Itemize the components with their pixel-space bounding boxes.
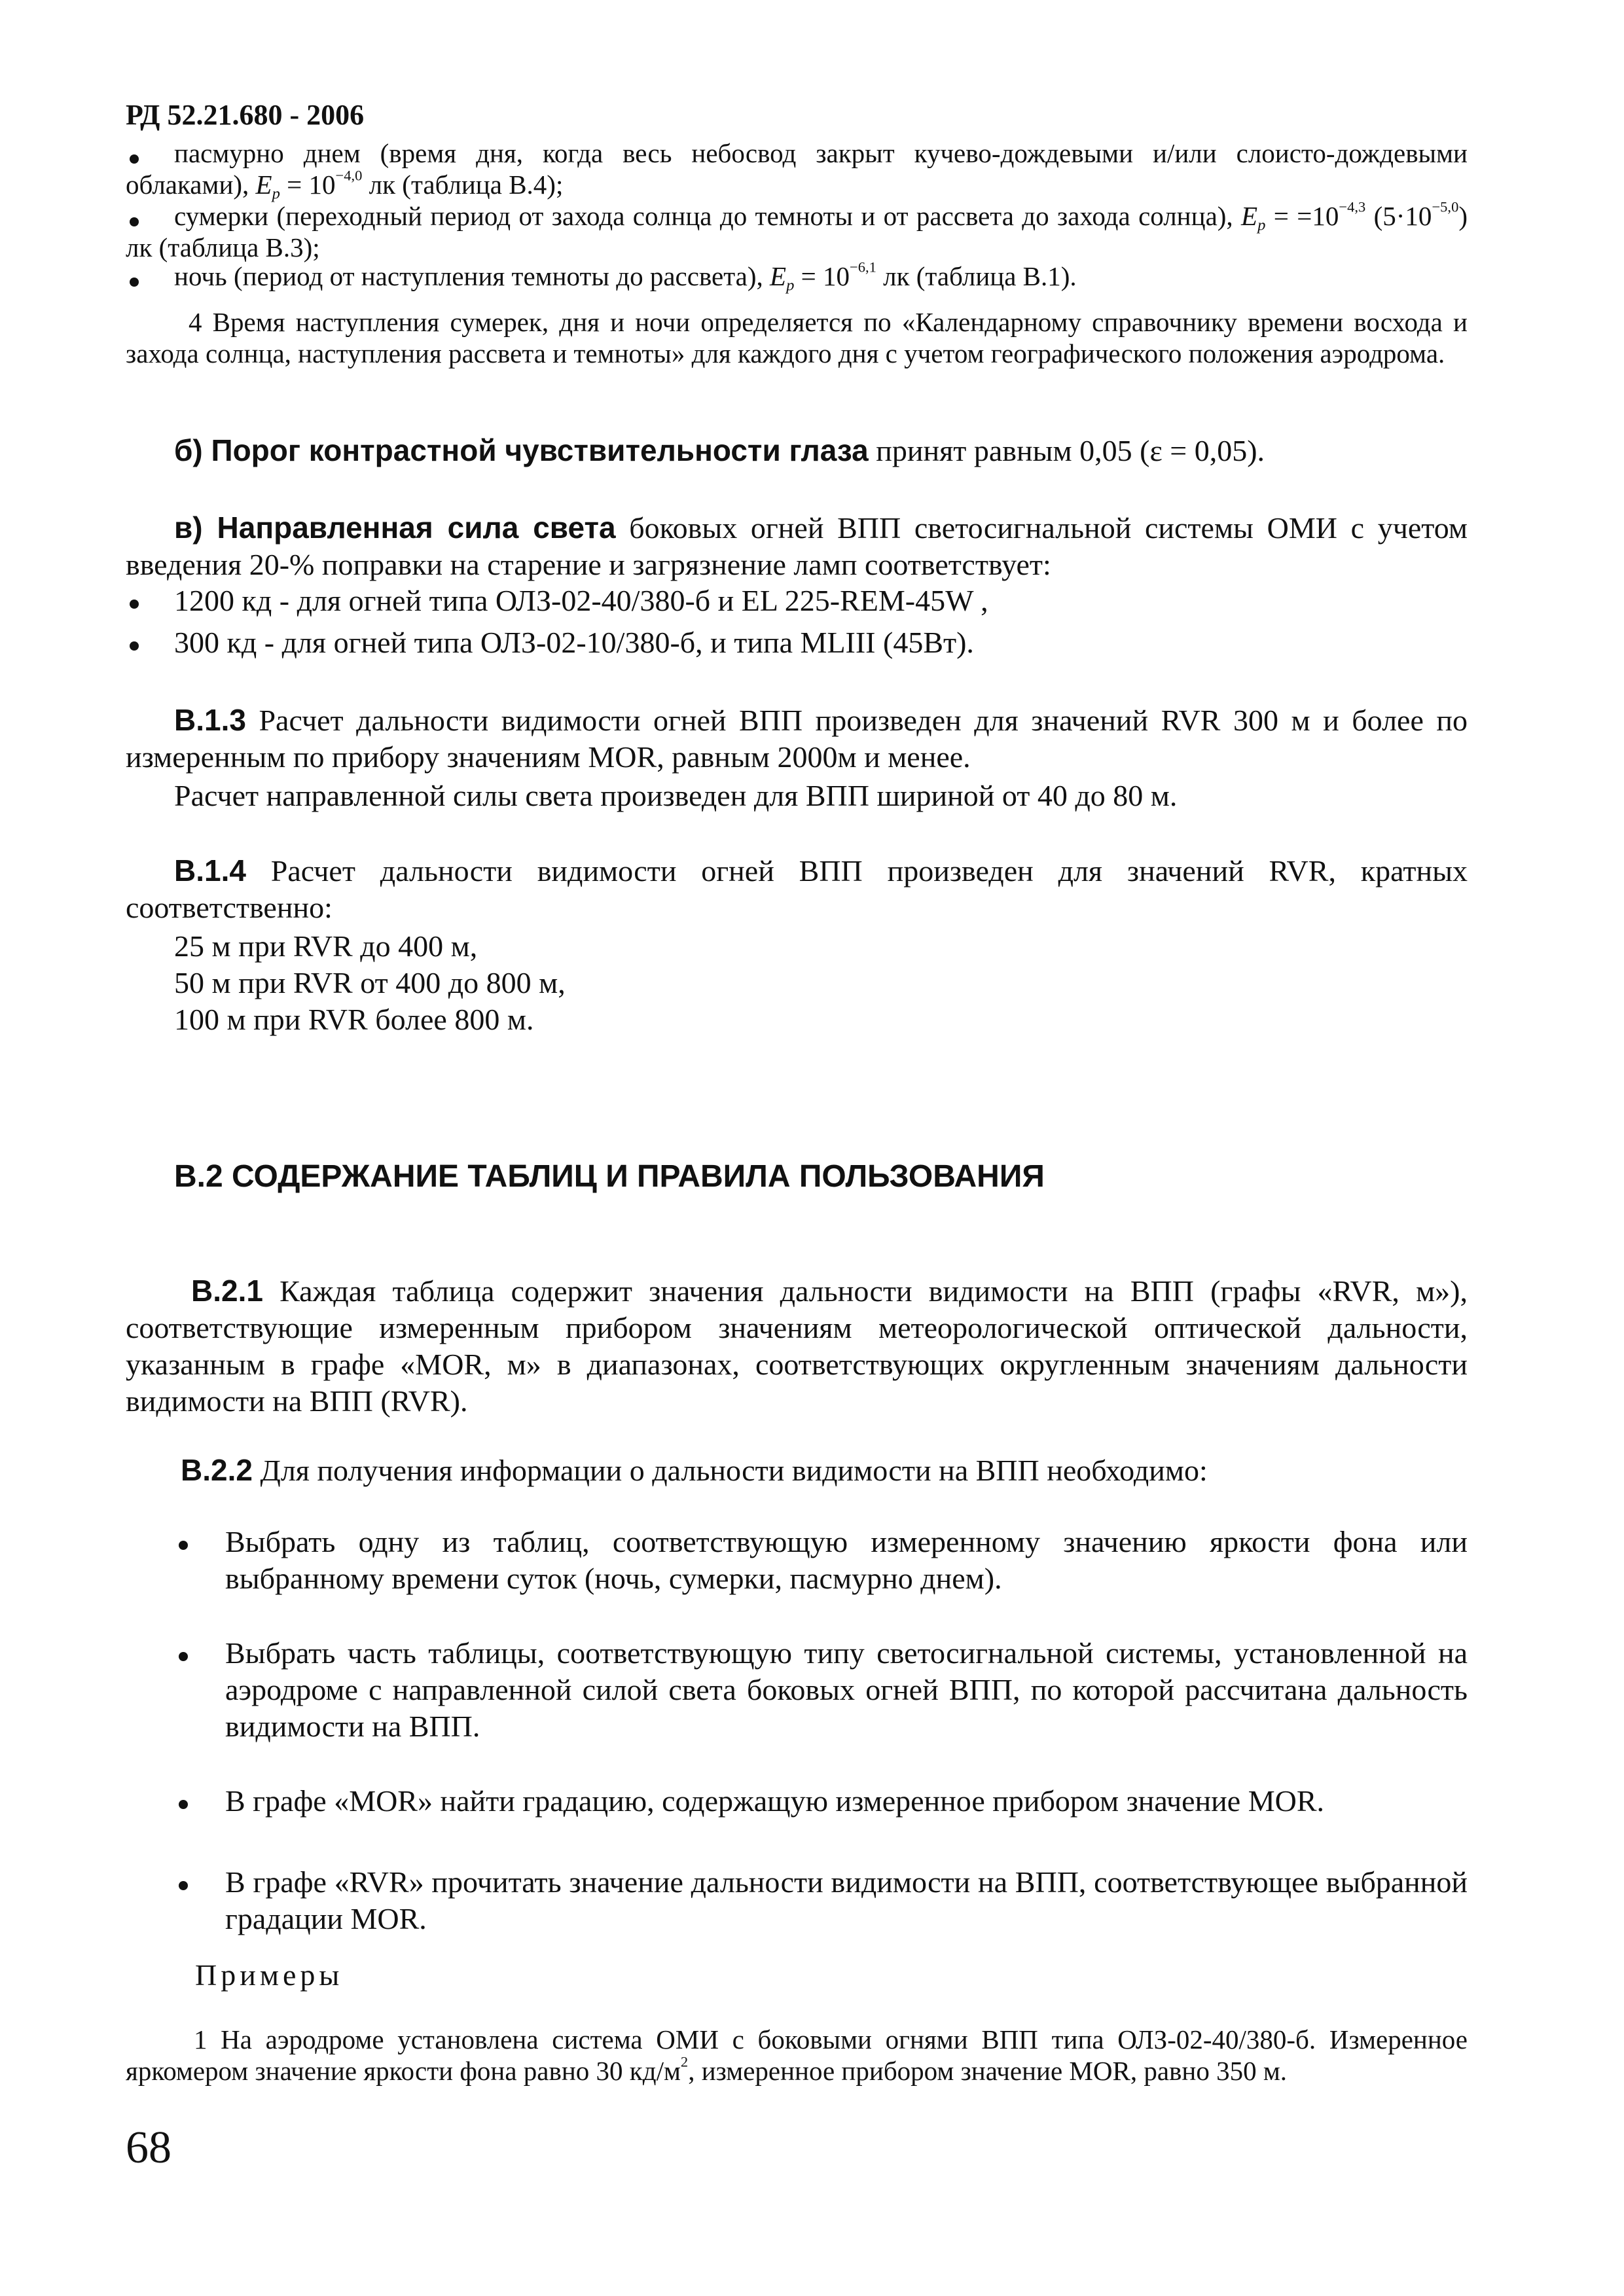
bullet-marker [179,1541,188,1550]
doc-code-header: РД 52.21.680 - 2006 [126,99,365,131]
light-intensity-paragraph: в) Направленная сила света боковых огней ВПП светосигнальной системы ОМИ с учетом введения 20-% поправки на старение и загрязнение ламп соответствует: [126,511,1468,581]
twilight-bullet: сумерки (переходный период от захода солнца до темноты и от рассвета до захода солнца), $E_p = =10^{-4,3}$ $(5\cdot 10^{-5,0})$ лк (таблица В.3); [126,198,1468,262]
note-4: 4 Время наступления сумерек, дня и ночи определяется по «Календарному справочнику времени восхода и захода солнца, наступления рассвета и темноты» для каждого дня с учетом географического положения аэродрома. [126,307,1468,368]
examples-heading: Примеры [195,1958,344,1992]
page-number: 68 [126,2123,171,2173]
light-intensity-label: в) Направленная сила света [174,511,616,545]
section-b2-heading: В.2 СОДЕРЖАНИЕ ТАБЛИЦ И ПРАВИЛА ПОЛЬЗОВАНИЯ [174,1159,1045,1194]
bullet-marker [179,1652,188,1661]
rvr-step-line: 100 м при RVR более 800 м. [174,1003,534,1036]
bullet-marker [130,600,139,609]
contrast-threshold-label: б) Порог контрастной чувствительности глаза [174,433,869,467]
overcast-bullet: пасмурно днем (время дня, когда весь небосвод закрыт кучево-дождевыми и/или слоисто-дождевыми облаками), $E_p = 10^{-4,0}$ лк (таблица В.4); [126,138,1468,203]
intensity-bullet-2: 300 кд - для огней типа ОЛЗ-02-10/380-б, и типа MLIII (45Вт). [174,626,974,659]
section-b22-label: В.2.2 [181,1453,253,1487]
instruction-bullet-3: В графе «MOR» найти градацию, содержащую измеренное прибором значение MOR. [225,1784,1324,1818]
section-b13-label: В.1.3 [174,703,246,737]
instruction-bullet-1: Выбрать одну из таблиц, соответствующую измеренному значению яркости фона или выбранному времени суток (ночь, сумерки, пасмурно днем). [225,1525,1468,1595]
rvr-step-line: 25 м при RVR до 400 м, [174,929,478,963]
bullet-marker [179,1881,188,1890]
section-b22: В.2.2 Для получения информации о дальности видимости на ВПП необходимо: [181,1453,1208,1487]
section-b14-label: В.1.4 [174,853,246,888]
bullet-marker [130,278,139,287]
bullet-marker [179,1800,188,1809]
night-bullet: ночь (период от наступления темноты до рассвета), $E_p = 10^{-6,1}$ лк (таблица В.1). [174,259,1077,295]
bullet-marker [130,641,139,651]
section-b21: В.2.1 Каждая таблица содержит значения дальности видимости на ВПП (графы «RVR, м»), соответствующие измеренным прибором значениям метеорологической оптической дальности, указанным в графе «MOR, м» в диапазонах, соответствующих округленным значениям дальности видимости на ВПП (RVR). [126,1274,1468,1418]
section-b13: В.1.3 Расчет дальности видимости огней ВПП произведен для значений RVR 300 м и более по измеренным по прибору значениям MOR, равным 2000м и менее. [126,703,1468,774]
section-b13-line2: Расчет направленной силы света произведен для ВПП шириной от 40 до 80 м. [174,779,1178,812]
example-1: 1 На аэродроме установлена система ОМИ с боковыми огнями ВПП типа ОЛЗ-02-40/380-б. Измеренное яркомером значение яркости фона равно 30 $кд/м^2$, измеренное прибором значение MOR, равно 350 м. [126,2024,1468,2086]
rvr-step-line: 50 м при RVR от 400 до 800 м, [174,966,566,999]
intensity-bullet-1: 1200 кд - для огней типа ОЛЗ-02-40/380-б и EL 225-REM-45W , [174,584,988,617]
section-b14: В.1.4 Расчет дальности видимости огней ВПП произведен для значений RVR, кратных соответственно: [126,853,1468,924]
contrast-threshold-paragraph: б) Порог контрастной чувствительности глаза принят равным 0,05 (ε = 0,05). [174,433,1265,467]
instruction-bullet-2: Выбрать часть таблицы, соответствующую типу светосигнальной системы, установленной на аэродроме с направленной силой света боковых огней ВПП, по которой рассчитана дальность видимости на ВПП. [225,1636,1468,1743]
section-b21-label: В.2.1 [191,1274,263,1308]
instruction-bullet-4: В графе «RVR» прочитать значение дальности видимости на ВПП, соответствующее выбранной градации MOR. [225,1865,1468,1935]
